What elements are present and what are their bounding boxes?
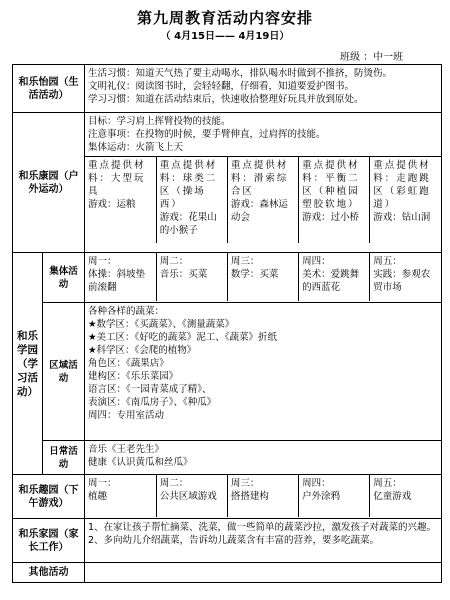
day-content: 美术：爱跳舞的西蓝花	[302, 269, 360, 293]
day-content: 音乐：买菜	[159, 269, 208, 280]
play-day	[227, 475, 298, 517]
study-area-content	[85, 303, 442, 441]
outdoor-zone	[85, 157, 156, 244]
area-line: ★美工区：《好吃的蔬菜》泥工、《蔬菜》折纸	[88, 332, 278, 343]
day-content: 户外涂鸦	[302, 491, 341, 502]
day-content: 数学：买菜	[230, 269, 279, 280]
area-line: 语言区：《一园青菜成了精》、	[88, 384, 212, 395]
outdoor-zone	[227, 157, 298, 244]
area-line: 角色区：《蔬果店》	[88, 358, 169, 369]
home-item: 1、在家让孩子帮忙摘菜、洗菜，做一些简单的蔬菜沙拉，激发孩子对蔬菜的兴趣。	[88, 522, 437, 533]
outdoor-label: 和乐康园（户外运动）	[13, 113, 85, 253]
schedule-table	[12, 64, 442, 583]
play-day	[156, 475, 227, 517]
zone-text: 重点提供材料：球类二区（操场西）	[159, 160, 218, 210]
group-day	[227, 253, 298, 301]
life-label: 和乐怡园（生活活动）	[13, 65, 85, 113]
group-day	[156, 253, 227, 301]
zone-text: 重点提供材料：大型玩具	[88, 160, 146, 197]
day-label: 周三：	[230, 478, 260, 489]
study-label: 和乐学园（学习活动）	[13, 253, 43, 475]
day-label: 周四：	[302, 256, 331, 267]
day-label: 周五：	[373, 256, 402, 267]
other-content	[85, 563, 442, 583]
zone-game: 游戏：森林运动会	[230, 199, 288, 223]
row-outdoor	[13, 113, 442, 253]
daily-line: 健康《认识黄瓜和丝瓜》	[88, 457, 193, 468]
life-item: 学习习惯：知道在活动结束后，快速收拾整理好玩具并放到原处。	[88, 94, 364, 105]
day-content: 实践：参观农贸市场	[373, 269, 431, 293]
area-line: ★数学区：《买蔬菜》、《测量蔬菜》	[88, 319, 235, 330]
row-other	[13, 563, 442, 583]
play-label: 和乐趣园（下午游戏）	[13, 475, 85, 519]
study-group-content	[85, 253, 442, 303]
day-label: 周一：	[88, 478, 117, 489]
group-day	[85, 253, 156, 301]
outdoor-zone	[299, 157, 370, 244]
zone-text: 重点提供材料：滑索综合区	[230, 160, 289, 197]
area-line: 表演区：《南瓜房子》、《种瓜》	[88, 397, 217, 408]
home-item: 2、多向幼儿介绍蔬菜，告诉幼儿蔬菜含有丰富的营养，要多吃蔬菜。	[88, 535, 380, 546]
life-item: 生活习惯：知道天气热了要主动喝水，排队喝水时做到不推挤，防烫伤。	[88, 68, 393, 79]
play-content	[85, 475, 442, 519]
life-content	[85, 65, 442, 113]
play-days	[85, 475, 441, 517]
day-label: 周三：	[230, 256, 260, 267]
day-content: 体操：斜坡垫前滚翻	[88, 269, 146, 293]
zone-text: 重点提供材料：走跑跳区（彩虹跑道）	[373, 160, 431, 210]
other-label: 其他活动	[13, 563, 85, 583]
daily-line: 音乐《王老先生》	[88, 444, 165, 455]
day-content: 搭搭建构	[230, 491, 269, 502]
day-label: 周一：	[88, 256, 117, 267]
outdoor-zone	[370, 157, 441, 244]
outdoor-content	[85, 113, 442, 253]
zone-game: 游戏：运粮	[88, 199, 136, 210]
row-life	[13, 65, 442, 113]
study-daily-content	[85, 441, 442, 475]
day-content: 植趣	[88, 491, 108, 502]
zone-game: 游戏：钻山洞	[373, 212, 431, 223]
study-area-label: 区域活动	[43, 303, 85, 441]
row-study-area	[13, 303, 442, 441]
group-day	[299, 253, 370, 301]
page-title: 第九周教育活动内容安排	[136, 9, 313, 27]
outdoor-note: 注意事项：在投物的时候，要手臂伸直，过肩挥的技能。	[88, 129, 326, 140]
play-day	[370, 475, 441, 517]
date-range: （ 4月15日—— 4月19日）	[160, 31, 290, 42]
play-day	[299, 475, 370, 517]
row-play	[13, 475, 442, 519]
day-content: 亿童游戏	[373, 491, 412, 502]
outdoor-zones	[85, 156, 441, 243]
row-home	[13, 519, 442, 563]
life-item: 文明礼仪：阅读图书时，会轻轻翻，仔细看，知道要爱护图书。	[88, 81, 355, 92]
zone-text: 重点提供材料：平衡二区（种植园塑胶软地）	[302, 160, 360, 210]
zone-game: 游戏：过小桥	[302, 212, 360, 223]
home-label: 和乐家园（家长工作）	[13, 519, 85, 563]
day-label: 周二：	[159, 478, 189, 489]
row-study-group	[13, 253, 442, 303]
outdoor-zone	[156, 157, 227, 244]
day-content: 公共区域游戏	[159, 491, 217, 502]
home-content	[85, 519, 442, 563]
outdoor-goal: 目标：学习肩上挥臂投物的技能。	[88, 116, 231, 127]
study-daily-label: 日常活动	[43, 441, 85, 475]
study-group-days	[85, 253, 441, 301]
zone-game: 游戏：花果山的小猴子	[159, 212, 217, 236]
area-line: 各种各样的蔬菜：	[88, 306, 165, 317]
play-day	[85, 475, 156, 517]
area-line: 周四：专用室活动	[88, 410, 165, 421]
area-line: 建构区：《乐乐菜园》	[88, 371, 179, 382]
study-group-label: 集体活动	[43, 253, 85, 303]
group-day	[370, 253, 441, 301]
row-study-daily	[13, 441, 442, 475]
day-label: 周四：	[302, 478, 331, 489]
class-label: 班级 ：中一班	[340, 52, 404, 63]
area-line: ★科学区：《会爬的植物》	[88, 345, 197, 356]
day-label: 周二：	[159, 256, 189, 267]
outdoor-group: 集体运动：火箭飞上天	[88, 142, 184, 153]
day-label: 周五：	[373, 478, 402, 489]
